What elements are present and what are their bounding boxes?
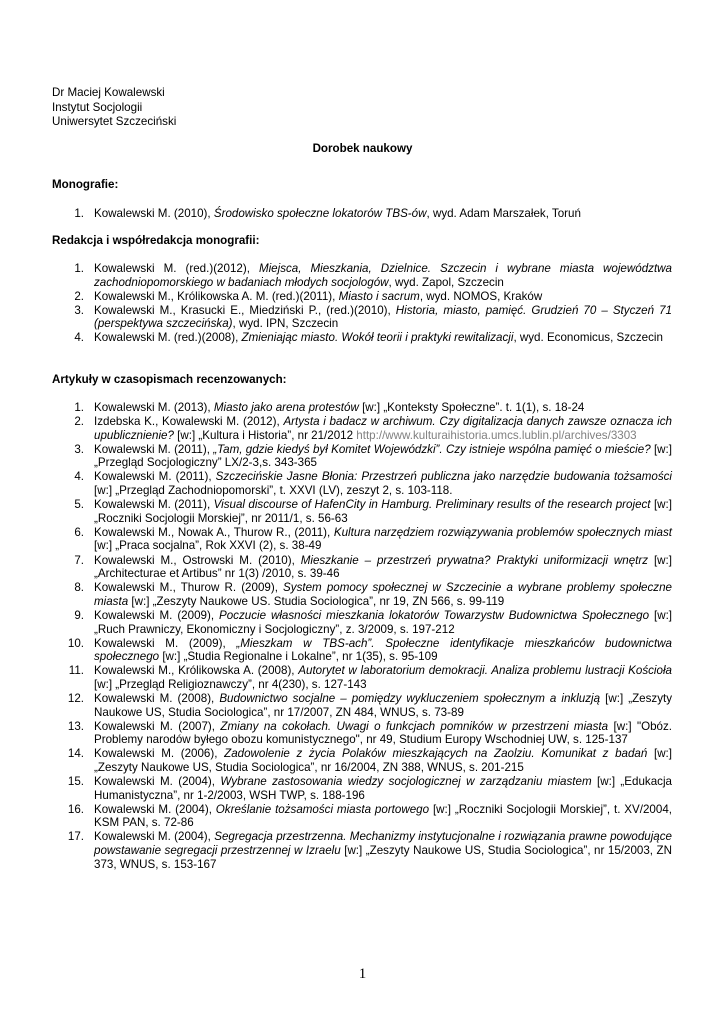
item-publication: [w:] „Zeszyty Naukowe US, Studia Sociologica”, nr 16/2004, ZN 388, WNUS, s. 201-215 xyxy=(94,747,673,774)
redakcja-list xyxy=(52,262,672,346)
item-publication: [w:] „Zeszyty Naukowe US, Studia Sociologica”, nr 17/2007, ZN 484, WNUS, s. 73-89 xyxy=(94,691,673,719)
item-number: 1. xyxy=(74,207,84,220)
list-item xyxy=(52,775,672,802)
list-item xyxy=(52,609,672,636)
item-title: Visual discourse of HafenCity in Hamburg. Preliminary results of the research project xyxy=(213,498,651,512)
item-authors: Kowalewski M., Thurow R. (2009), xyxy=(94,581,284,595)
item-authors: Kowalewski M. (2010), xyxy=(94,207,214,220)
item-number: 9. xyxy=(74,608,84,622)
item-authors: Kowalewski M., Królikowska A. (2008), xyxy=(94,664,299,678)
list-item xyxy=(52,830,672,871)
list-item xyxy=(52,401,672,415)
item-number: 16. xyxy=(67,802,84,816)
list-item xyxy=(52,803,672,830)
monografie-list xyxy=(52,207,672,221)
item-number: 1. xyxy=(74,262,84,275)
item-number: 11. xyxy=(68,664,84,678)
item-authors: Kowalewski M. (2009), xyxy=(94,608,219,622)
item-publication: [w:] „Kultura i Historia”, nr 21/2012 xyxy=(173,428,357,442)
item-number: 7. xyxy=(74,553,84,567)
item-publication: , wyd. NOMOS, Kraków xyxy=(419,289,543,303)
item-authors: Kowalewski M., Królikowska A. M. (red.)(2011), xyxy=(94,289,339,303)
item-number: 3. xyxy=(74,303,84,317)
item-title: Zmiany na cokołach. Uwagi o funkcjach pomników w przestrzeni miasta xyxy=(220,719,609,733)
author-header xyxy=(52,86,176,130)
item-authors: Kowalewski M. (2006), xyxy=(94,747,225,761)
item-publication: , wyd. IPN, Szczecin xyxy=(232,317,339,331)
item-title: Środowisko społeczne lokatorów TBS-ów xyxy=(213,207,427,220)
item-authors: Kowalewski M. (2004), xyxy=(94,775,221,789)
item-number: 4. xyxy=(74,470,84,484)
item-number: 4. xyxy=(74,331,84,345)
item-publication: [w:] „Ruch Prawniczy, Ekonomiczny i Socjologiczny”, z. 3/2009, s. 197-212 xyxy=(94,608,673,636)
item-authors: Kowalewski M. (2011), xyxy=(94,470,216,484)
item-authors: Kowalewski M. (2011), xyxy=(94,442,214,456)
item-authors: Kowalewski M. (2008), xyxy=(94,691,220,705)
item-authors: Izdebska K., Kowalewski M. (2012), xyxy=(94,415,284,429)
item-number: 1. xyxy=(74,401,84,414)
item-publication: [w:] "Obóz. Problemy narodów byłego obozu komunistycznego", nr 49, Studium Europy Wschodniej UW, s. 125-137 xyxy=(94,719,673,747)
item-title: Wybrane zastosowania wiedzy socjologicznej w zarządzaniu miastem xyxy=(220,775,592,789)
item-authors: Kowalewski M. (2013), xyxy=(94,401,214,414)
artykuly-list xyxy=(52,401,672,872)
item-publication: [w:] „Roczniki Socjologii Morskiej”, nr 2011/1, s. 56-63 xyxy=(94,498,672,525)
item-title: Zmieniając miasto. Wokół teorii i praktyki rewitalizacji xyxy=(241,331,514,345)
author-institute: Instytut Socjologii xyxy=(52,100,143,114)
item-number: 10. xyxy=(67,636,84,650)
item-number: 2. xyxy=(74,415,84,429)
item-title: „Tam, gdzie kiedyś był Komitet Wojewódzki”. Czy istnieje wspólna pamięć o mieście? xyxy=(213,442,651,456)
list-item xyxy=(52,554,672,581)
item-publication: [w:] „Przegląd Zachodniopomorski”, t. XXVI (LV), zeszyt 2, s. 103-118. xyxy=(94,484,453,498)
item-title: Segregacja przestrzenna. Mechanizmy instytucjonalne i rozwiązania prawne powodujące powstawanie segregacji przestrzennej w Izraelu xyxy=(94,830,672,857)
item-publication: [w:] „Roczniki Socjologii Morskiej”, t. XV/2004, KSM PAN, s. 72-86 xyxy=(94,802,672,830)
item-publication: [w:] „Przegląd Religioznawczy”, nr 4(230), s. 127-143 xyxy=(94,677,367,691)
section-heading-monografie: Monografie: xyxy=(52,178,119,191)
item-publication: [w:] „Architecturae et Artibus” nr 1(3) /2010, s. 39-46 xyxy=(94,553,672,581)
item-title: Kultura narzędziem rozwiązywania problemów społecznych miast xyxy=(333,525,672,539)
item-publication: [w:] „Przegląd Socjologiczny” LX/2-3,s. 343-365 xyxy=(94,442,673,470)
author-university: Uniwersytet Szczeciński xyxy=(52,115,177,128)
item-publication: [w:] „Studia Regionalne i Lokalne”, nr 1(35), s. 95-109 xyxy=(159,650,438,664)
item-publication: , wyd. Economicus, Szczecin xyxy=(513,331,663,345)
list-item xyxy=(52,692,672,719)
item-authors: Kowalewski M. (2007), xyxy=(94,719,221,733)
item-title: Mieszkanie – przestrzeń prywatna? Praktyki uniformizacji wnętrz xyxy=(300,553,649,567)
page-title: Dorobek naukowy xyxy=(312,142,413,155)
item-publication: [w:] „Edukacja Humanistyczna”, nr 1-2/2003, WSH TWP, s. 188-196 xyxy=(94,775,672,802)
list-item xyxy=(52,331,672,345)
item-authors: Kowalewski M., Ostrowski M. (2010), xyxy=(94,553,301,567)
list-item xyxy=(52,304,672,331)
item-authors: Kowalewski M. (2004), xyxy=(94,830,215,844)
item-authors: Kowalewski M. (red.)(2008), xyxy=(94,331,242,345)
item-publication: [w:] „Praca socjalna”, Rok XXVI (2), s. 38-49 xyxy=(94,539,322,553)
item-title: Budownictwo socjalne – pomiędzy wykluczeniem społecznym a inkluzją xyxy=(219,691,601,705)
list-item xyxy=(52,290,672,304)
item-title: Miasto jako arena protestów xyxy=(213,401,359,414)
list-item xyxy=(52,498,672,525)
list-item xyxy=(52,581,672,608)
item-number: 12. xyxy=(67,691,84,705)
item-number: 6. xyxy=(74,525,84,539)
item-title: Poczucie własności mieszkania lokatorów Towarzystw Budownictwa Społecznego xyxy=(219,608,650,622)
item-title: Szczecińskie Jasne Błonia: Przestrzeń publiczna jako narzędzie budowania tożsamości xyxy=(215,470,672,484)
item-publication: , wyd. Zapol, Szczecin xyxy=(388,275,504,289)
item-number: 5. xyxy=(74,498,84,512)
list-item xyxy=(52,526,672,553)
item-number: 17. xyxy=(67,830,84,844)
item-authors: Kowalewski M. (2011), xyxy=(94,498,214,512)
list-item xyxy=(52,470,672,497)
item-authors: Kowalewski M., Krasucki E., Miedziński P., (red.)(2010), xyxy=(94,303,396,317)
item-title: Historia, miasto, pamięć. Grudzień 70 – Styczeń 71 (perspektywa szczecińska) xyxy=(94,303,672,331)
item-publication: , wyd. Adam Marszałek, Toruń xyxy=(426,207,581,220)
list-item xyxy=(52,747,672,774)
item-publication: [w:] „Zeszyty Naukowe US, Studia Sociologica”, nr 15/2003, ZN 373, WNUS, s. 153-167 xyxy=(94,844,672,871)
item-publication: [w:] „Zeszyty Naukowe US. Studia Sociologica”, nr 19, ZN 566, s. 99-119 xyxy=(128,594,505,608)
item-number: 3. xyxy=(74,442,84,456)
list-item xyxy=(52,207,672,221)
item-number: 15. xyxy=(67,775,84,789)
item-title: Określanie tożsamości miasta portowego xyxy=(215,802,430,816)
item-title: Autorytet w laboratorium demokracji. Analiza problemu lustracji Kościoła xyxy=(298,664,672,678)
item-title: Miejsca, Mieszkania, Dzielnice. Szczecin i wybrane miasta województwa zachodniopomorskiego w badaniach młodych socjologów xyxy=(94,262,672,289)
item-url-link[interactable]: http://www.kulturaihistoria.umcs.lublin.pl/archives/3303 xyxy=(356,428,637,442)
item-number: 8. xyxy=(74,581,84,595)
item-number: 2. xyxy=(74,289,84,303)
page-number: 1 xyxy=(358,966,367,982)
list-item xyxy=(52,720,672,747)
list-item xyxy=(52,262,672,289)
item-publication: [w:] „Konteksty Społeczne”. t. 1(1), s. 18-24 xyxy=(358,401,585,414)
item-authors: Kowalewski M. (2004), xyxy=(94,802,216,816)
item-number: 13. xyxy=(67,719,84,733)
item-title: Artysta i badacz w archiwum. Czy digitalizacja danych zawsze oznacza ich upublicznienie? xyxy=(94,415,672,442)
item-title: System pomocy społecznej w Szczecinie a wybrane problemy społeczne miasta xyxy=(94,581,672,608)
item-authors: Kowalewski M. (red.)(2012), xyxy=(94,262,259,275)
section-heading-artykuly: Artykuły w czasopismach recenzowanych: xyxy=(52,373,287,386)
item-title: Miasto i sacrum xyxy=(338,289,420,303)
item-authors: Kowalewski M., Nowak A., Thurow R., (2011), xyxy=(94,525,334,539)
author-name: Dr Maciej Kowalewski xyxy=(52,86,165,99)
list-item xyxy=(52,415,672,442)
item-authors: Kowalewski M. (2009), xyxy=(94,636,237,650)
list-item xyxy=(52,637,672,664)
list-item xyxy=(52,664,672,691)
item-number: 14. xyxy=(67,747,84,761)
list-item xyxy=(52,443,672,470)
item-title: „Mieszkam w TBS-ach”. Społeczne identyfikacje mieszkańców budownictwa społecznego xyxy=(94,636,672,664)
section-heading-redakcja: Redakcja i współredakcja monografii: xyxy=(52,234,260,247)
item-title: Zadowolenie z życia Polaków mieszkających na Zaolziu. Komunikat z badań xyxy=(224,747,648,761)
